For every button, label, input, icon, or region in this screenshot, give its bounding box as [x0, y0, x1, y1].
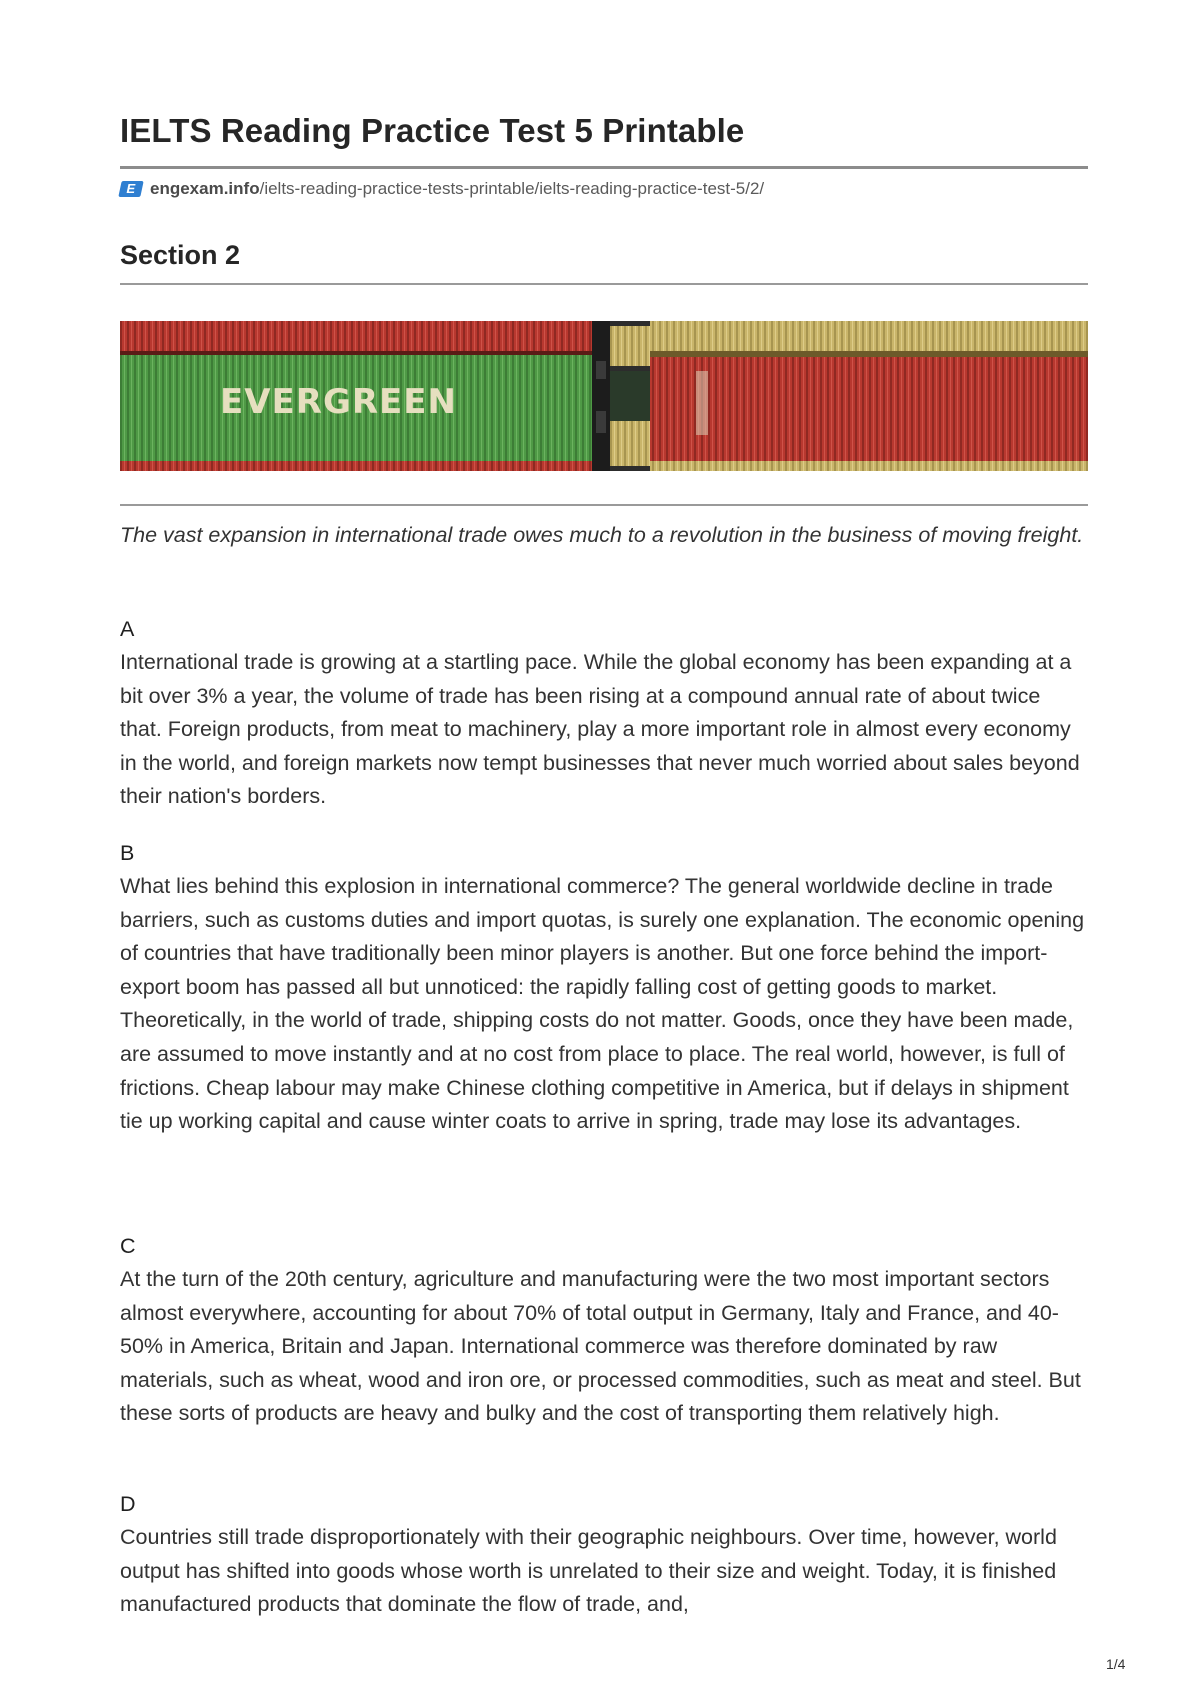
page-title: IELTS Reading Practice Test 5 Printable: [120, 112, 745, 149]
section-divider: [120, 283, 1088, 285]
paragraph-letter: A: [120, 617, 135, 641]
paragraph-text: Countries still trade disproportionately with their geographic neighbours. Over time, however, world output has shifted into goods whose worth is unrelated to their size and weight. Today, it is finished manufactured products that dominate the flow of trade, and,: [120, 1525, 1057, 1617]
page-number: 1/4: [1106, 1656, 1126, 1672]
shipping-containers-image: [120, 321, 1088, 471]
source-path: /ielts-reading-practice-tests-printable/ielts-reading-practice-test-5/2/: [259, 179, 765, 198]
paragraph-text: At the turn of the 20th century, agriculture and manufacturing were the two most important sectors almost everywhere, accounting for about 70% of total output in Germany, Italy and France, and 40-50% in America, Britain and Japan. International commerce was therefore dominated by raw materials, such as wheat, wood and iron ore, or processed commodities, such as meat and steel. But these sorts of products are heavy and bulky and the cost of transporting them relatively high.: [120, 1267, 1081, 1426]
shipping-containers-photo-icon: [120, 321, 1088, 471]
section-title: Section 2: [120, 240, 241, 270]
paragraph-d: [120, 1487, 1088, 1622]
paragraph-text: International trade is growing at a startling pace. While the global economy has been expanding at a bit over 3% a year, the volume of trade has been rising at a compound annual rate of about twice that. Foreign products, from meat to machinery, play a more important role in almost every economy in the world, and foreign markets now tempt businesses that never much worried about sales beyond their nation's borders.: [120, 650, 1080, 809]
title-divider: [120, 166, 1088, 169]
paragraph-a: [120, 612, 1088, 814]
paragraph-c: [120, 1229, 1088, 1431]
source-link[interactable]: [120, 178, 764, 200]
image-divider: [120, 504, 1088, 506]
paragraph-b: [120, 836, 1088, 1139]
paragraph-letter: C: [120, 1234, 136, 1258]
intro-text: The vast expansion in international trade owes much to a revolution in the business of moving freight.: [120, 523, 1084, 547]
paragraph-letter: D: [120, 1492, 136, 1516]
paragraph-text: What lies behind this explosion in international commerce? The general worldwide decline in trade barriers, such as customs duties and import quotas, is surely one explanation. The economic opening of countries that have traditionally been minor players is another. But one force behind the import-export boom has passed all but unnoticed: the rapidly falling cost of getting goods to market. Theoretically, in the world of trade, shipping costs do not matter. Goods, once they have been made, are assumed to move instantly and at no cost from place to place. The real world, however, is full of frictions. Cheap labour may make Chinese clothing competitive in America, but if delays in shipment tie up working capital and cause winter coats to arrive in spring, trade may lose its advantages.: [120, 874, 1085, 1134]
source-domain: engexam.info: [150, 179, 260, 198]
paragraph-letter: B: [120, 841, 135, 865]
site-logo-icon: E: [118, 181, 143, 197]
container-brand-text: EVERGREEN: [220, 382, 457, 422]
